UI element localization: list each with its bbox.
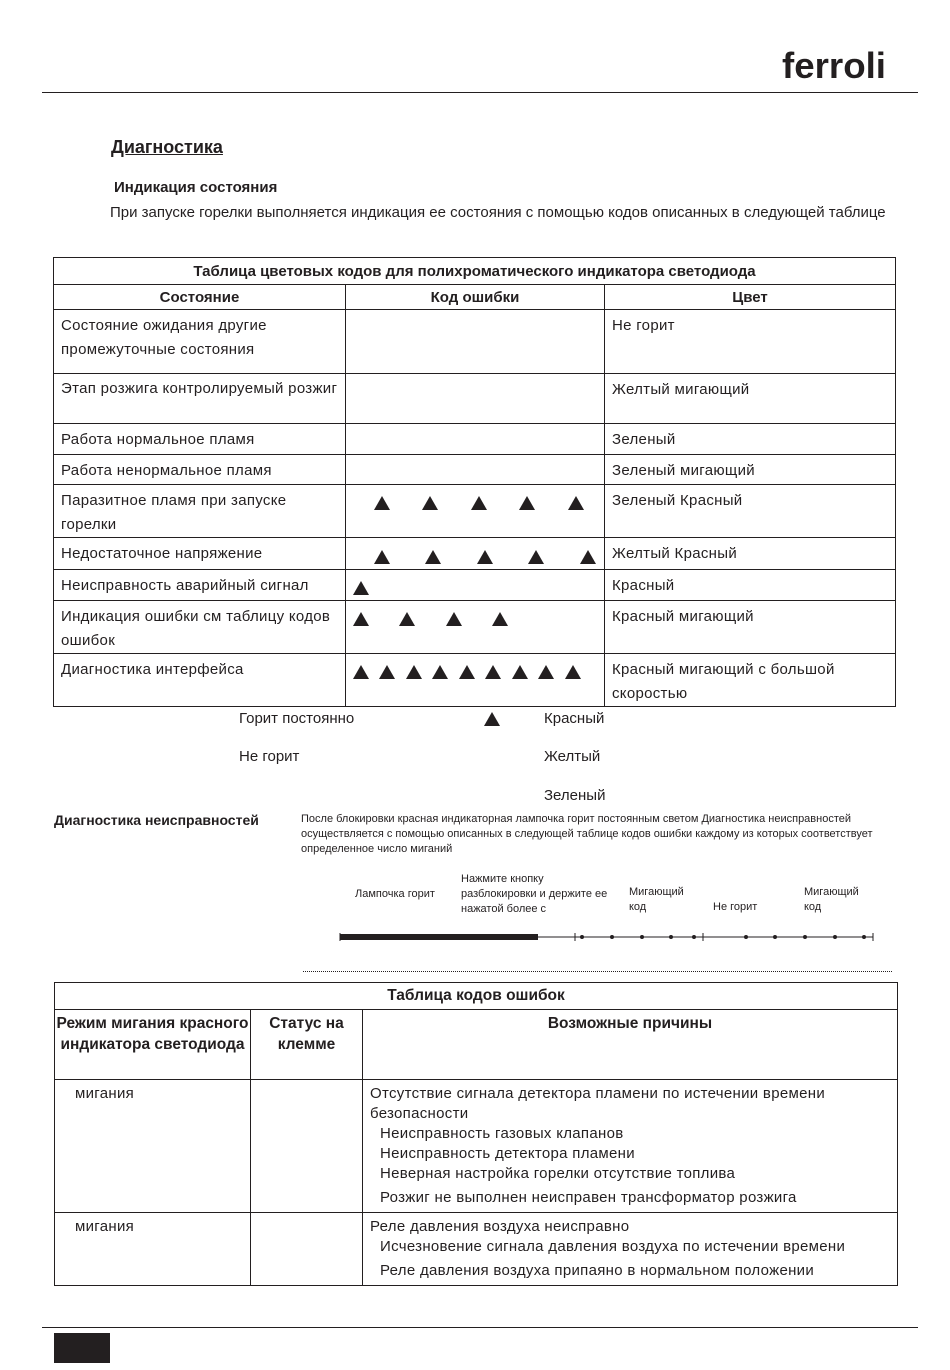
table-row bbox=[54, 424, 896, 455]
header-error-code: Код ошибки bbox=[346, 285, 605, 310]
color-cell: Зеленый Красный bbox=[605, 485, 896, 538]
fault-diagnostics-title: Диагностика неисправностей bbox=[54, 812, 259, 828]
dotted-divider bbox=[303, 971, 892, 972]
timeline-press: Нажмите кнопку разблокировки и держите ее нажатой более с bbox=[461, 873, 608, 915]
triangle-icon bbox=[512, 665, 528, 679]
header-possible-causes: Возможные причины bbox=[363, 1010, 898, 1080]
triangle-icon bbox=[406, 665, 422, 679]
code-cell bbox=[346, 654, 605, 707]
triangle-icon bbox=[565, 665, 581, 679]
color-cell: Красный мигающий bbox=[605, 601, 896, 654]
legend-off: Не горит bbox=[239, 748, 300, 765]
state-cell: Диагностика интерфейса bbox=[54, 654, 346, 707]
state-cell: Недостаточное напряжение bbox=[54, 538, 346, 570]
cause-item: Неисправность газовых клапанов bbox=[380, 1125, 624, 1142]
color-cell: Красный мигающий с большой скоростью bbox=[605, 654, 896, 707]
triangle-icon bbox=[492, 612, 508, 626]
triangle-icon bbox=[374, 496, 390, 510]
state-cell: Неисправность аварийный сигнал bbox=[54, 570, 346, 601]
triangle-icon bbox=[353, 581, 369, 595]
cause-item: Неверная настройка горелки отсутствие топлива bbox=[380, 1165, 736, 1182]
header-terminal-status: Статус на клемме bbox=[251, 1010, 363, 1080]
cause-item: Исчезновение сигнала давления воздуха по истечении времени bbox=[380, 1238, 846, 1255]
header-blink-mode: Режим мигания красного индикатора светодиода bbox=[55, 1010, 251, 1080]
color-cell: Желтый Красный bbox=[605, 538, 896, 570]
color-code-table-caption: Таблица цветовых кодов для полихроматического индикатора светодиода bbox=[54, 258, 896, 285]
color-cell: Не горит bbox=[605, 310, 896, 374]
table-row bbox=[55, 1080, 898, 1213]
code-cell bbox=[346, 374, 605, 424]
blink-mode-cell: мигания bbox=[55, 1080, 251, 1213]
timeline-off: Не горит bbox=[713, 901, 758, 913]
legend-red: Красный bbox=[544, 710, 605, 727]
color-cell: Красный bbox=[605, 570, 896, 601]
header-color: Цвет bbox=[605, 285, 896, 310]
subsection-heading: Индикация состояния bbox=[114, 179, 278, 196]
error-code-table bbox=[54, 982, 898, 1286]
triangle-icon bbox=[399, 612, 415, 626]
triangle-icon bbox=[379, 665, 395, 679]
state-cell: Работа нормальное пламя bbox=[54, 424, 346, 455]
cause-item: Неисправность детектора пламени bbox=[380, 1145, 635, 1162]
blink-mode-cell: мигания bbox=[55, 1213, 251, 1286]
footer-rule bbox=[42, 1327, 918, 1328]
triangle-icon bbox=[446, 612, 462, 626]
timeline-blink-2: Мигающий код bbox=[804, 886, 859, 913]
timeline-blink-1: Мигающий код bbox=[629, 886, 684, 913]
code-cell bbox=[346, 538, 605, 570]
section-heading: Диагностика bbox=[111, 137, 223, 157]
triangle-icon bbox=[422, 496, 438, 510]
cause-item: Розжиг не выполнен неисправен трансформатор розжига bbox=[380, 1189, 797, 1206]
triangle-icon bbox=[580, 550, 596, 564]
legend-yellow: Желтый bbox=[544, 748, 601, 765]
triangle-icon bbox=[519, 496, 535, 510]
cause-main: Отсутствие сигнала детектора пламени по истечении времени безопасности bbox=[370, 1085, 825, 1122]
code-cell bbox=[346, 310, 605, 374]
state-cell: Работа ненормальное пламя bbox=[54, 455, 346, 485]
table-row bbox=[54, 374, 896, 424]
color-cell: Зеленый bbox=[605, 424, 896, 455]
ferroli-logo-graphic bbox=[780, 40, 890, 88]
triangle-icon bbox=[459, 665, 475, 679]
code-cell bbox=[346, 570, 605, 601]
svg-text:ferroli: ferroli bbox=[782, 45, 886, 86]
cause-main: Реле давления воздуха неисправно bbox=[370, 1218, 630, 1235]
state-cell: Этап розжига контролируемый розжиг bbox=[54, 374, 346, 424]
intro-paragraph: При запуске горелки выполняется индикация ее состояния с помощью кодов описанных в следующей таблице bbox=[110, 204, 886, 221]
legend-triangle-icon bbox=[484, 710, 500, 728]
timeline-bar bbox=[338, 930, 878, 944]
triangle-icon bbox=[485, 665, 501, 679]
state-cell: Состояние ожидания другие промежуточные состояния bbox=[54, 310, 346, 374]
triangle-icon bbox=[471, 496, 487, 510]
code-cell bbox=[346, 485, 605, 538]
page-number-box bbox=[54, 1333, 110, 1363]
triangle-icon bbox=[353, 665, 369, 679]
cause-item: Реле давления воздуха припаяно в нормальном положении bbox=[380, 1262, 815, 1279]
table-row bbox=[54, 601, 896, 654]
timeline-lamp-on: Лампочка горит bbox=[355, 888, 435, 900]
code-cell bbox=[346, 424, 605, 455]
header-rule bbox=[42, 92, 918, 93]
state-cell: Паразитное пламя при запуске горелки bbox=[54, 485, 346, 538]
table-row bbox=[54, 654, 896, 707]
header-state: Состояние bbox=[54, 285, 346, 310]
table-row bbox=[54, 310, 896, 374]
triangle-icon bbox=[432, 665, 448, 679]
table-row bbox=[55, 1213, 898, 1286]
code-cell bbox=[346, 455, 605, 485]
triangle-icon bbox=[528, 550, 544, 564]
status-cell bbox=[251, 1080, 363, 1213]
triangle-icon bbox=[374, 550, 390, 564]
legend-green: Зеленый bbox=[544, 787, 606, 804]
triangle-icon bbox=[538, 665, 554, 679]
color-code-table bbox=[53, 257, 896, 707]
table-row bbox=[54, 485, 896, 538]
color-cell: Зеленый мигающий bbox=[605, 455, 896, 485]
table-row bbox=[54, 455, 896, 485]
triangle-icon bbox=[353, 612, 369, 626]
fault-diagnostics-text: После блокировки красная индикаторная лампочка горит постоянным светом Диагностика неисправностей осуществляется с помощью описанных в следующей таблице кодов ошибки каждому из которых соответствует определенное число миганий bbox=[301, 813, 873, 855]
legend-steady: Горит постоянно bbox=[239, 710, 355, 727]
code-cell bbox=[346, 601, 605, 654]
state-cell: Индикация ошибки см таблицу кодов ошибок bbox=[54, 601, 346, 654]
triangle-icon bbox=[425, 550, 441, 564]
table-row bbox=[54, 570, 896, 601]
table-row bbox=[54, 538, 896, 570]
color-cell: Желтый мигающий bbox=[605, 374, 896, 424]
status-cell bbox=[251, 1213, 363, 1286]
ferroli-logo bbox=[780, 40, 890, 88]
triangle-icon bbox=[568, 496, 584, 510]
error-code-table-caption: Таблица кодов ошибок bbox=[55, 983, 898, 1010]
triangle-icon bbox=[477, 550, 493, 564]
causes-cell bbox=[363, 1080, 898, 1213]
causes-cell bbox=[363, 1213, 898, 1286]
